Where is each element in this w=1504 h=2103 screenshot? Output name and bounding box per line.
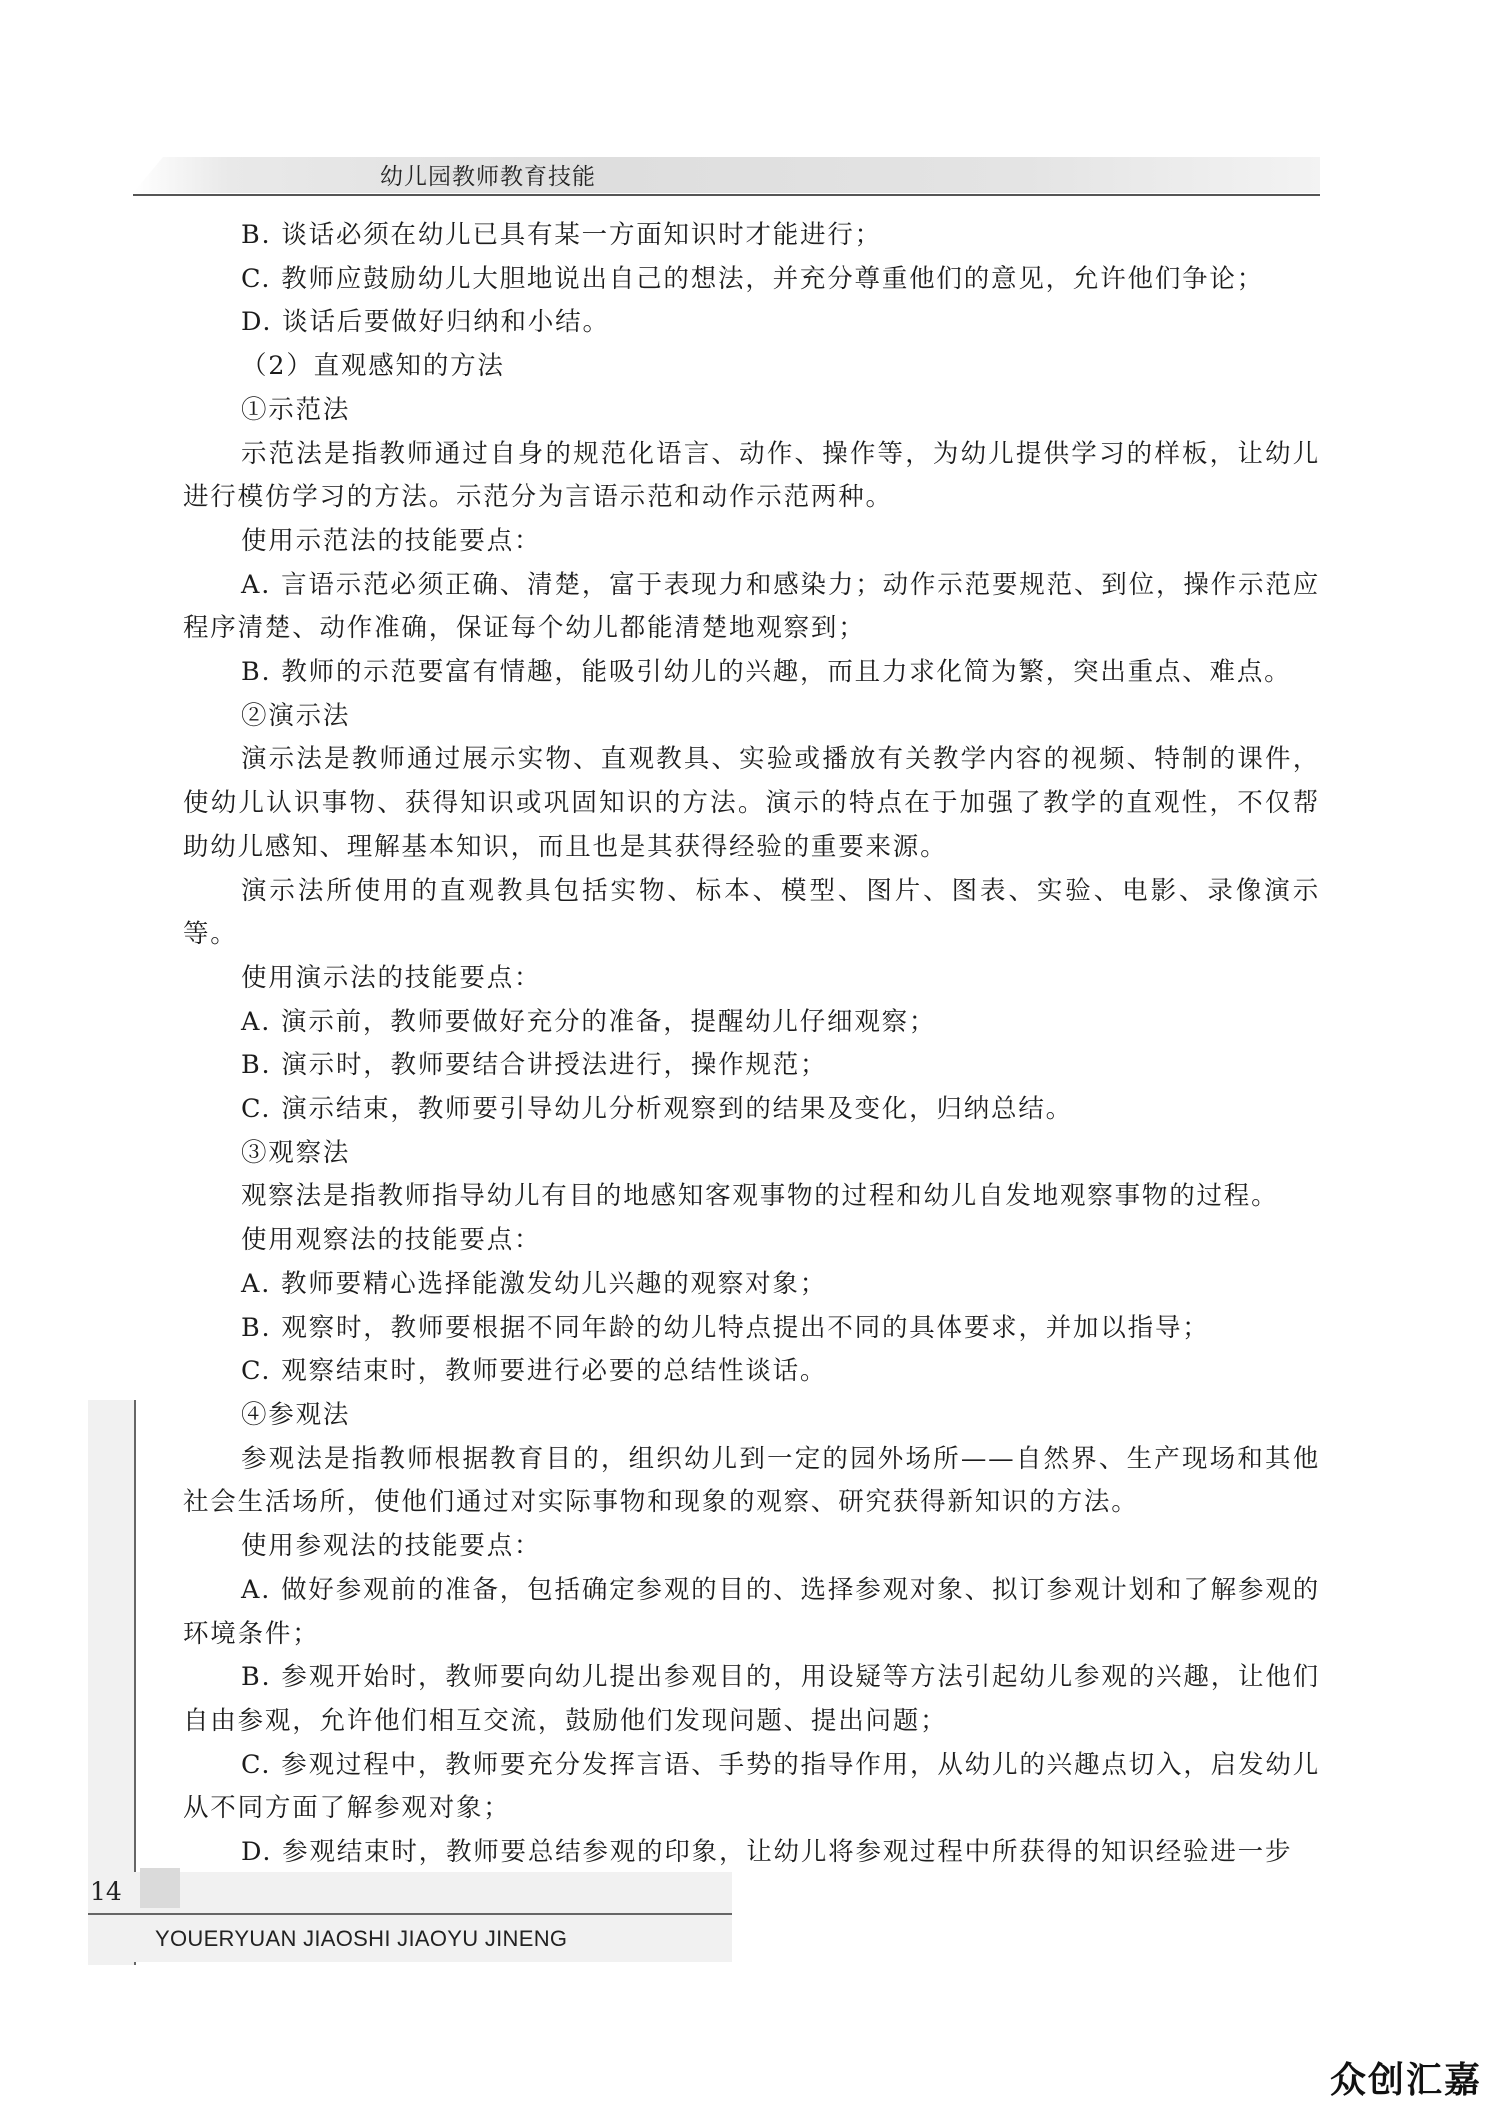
paragraph: B. 演示时，教师要结合讲授法进行，操作规范； (241, 1050, 828, 1081)
paragraph: B. 观察时，教师要根据不同年龄的幼儿特点提出不同的具体要求，并加以指导； (241, 1312, 1210, 1343)
paragraph: 使用观察法的技能要点： (241, 1225, 542, 1256)
paragraph: B. 教师的示范要富有情趣，能吸引幼儿的兴趣，而且力求化简为繁，突出重点、难点。 (241, 657, 1292, 688)
paragraph: 使用演示法的技能要点： (241, 962, 542, 993)
footer-title: YOUERYUAN JIAOSHI JIAOYU JINENG (155, 1926, 568, 1951)
paragraph: B. 谈话必须在幼儿已具有某一方面知识时才能进行； (241, 220, 882, 250)
watermark: 众创汇嘉 (1330, 2060, 1483, 2101)
paragraph: A. 言语示范必须正确、清楚，富于表现力和感染力；动作示范要规范、到位，操作示范应程序清楚、动作准确，保证每个幼儿都能清楚地观察到； (183, 569, 1320, 644)
paragraph: 参观法是指教师根据教育目的，组织幼儿到一定的园外场所——自然界、生产现场和其他社会生活场所，使他们通过对实际事物和现象的观察、研究获得新知识的方法。 (183, 1443, 1320, 1518)
running-header-title: 幼儿园教师教育技能 (380, 164, 596, 190)
body-text (183, 214, 1320, 1875)
paragraph: C. 教师应鼓励幼儿大胆地说出自己的想法，并充分尊重他们的意见，允许他们争论； (241, 263, 1265, 294)
paragraph: D. 谈话后要做好归纳和小结。 (241, 307, 610, 338)
paragraph: 示范法是指教师通过自身的规范化语言、动作、操作等，为幼儿提供学习的样板，让幼儿进行模仿学习的方法。示范分为言语示范和动作示范两种。 (183, 438, 1320, 513)
paragraph: C. 观察结束时，教师要进行必要的总结性谈话。 (241, 1356, 828, 1387)
header-band (133, 157, 1320, 193)
section-heading: （2）直观感知的方法 (241, 351, 505, 382)
paragraph: 使用示范法的技能要点： (241, 525, 542, 556)
paragraph: 演示法是教师通过展示实物、直观教具、实验或播放有关教学内容的视频、特制的课件，使幼儿认识事物、获得知识或巩固知识的方法。演示的特点在于加强了教学的直观性，不仅帮助幼儿感知、理解基本知识，而且也是其获得经验的重要来源。 (183, 744, 1320, 862)
paragraph: C. 演示结束，教师要引导幼儿分析观察到的结果及变化，归纳总结。 (241, 1094, 1073, 1125)
page-number-box (140, 1868, 180, 1908)
paragraph: 演示法所使用的直观教具包括实物、标本、模型、图片、图表、实验、电影、录像演示等。 (183, 875, 1320, 950)
paragraph: A. 演示前，教师要做好充分的准备，提醒幼儿仔细观察； (241, 1006, 937, 1037)
subsection-heading: ③观察法 (241, 1137, 351, 1168)
subsection-heading: ④参观法 (241, 1399, 351, 1430)
paragraph: D. 参观结束时，教师要总结参观的印象，让幼儿将参观过程中所获得的知识经验进一步 (241, 1837, 1293, 1868)
paragraph: B. 参观开始时，教师要向幼儿提出参观目的，用设疑等方法引起幼儿参观的兴趣，让他们自由参观，允许他们相互交流，鼓励他们发现问题、提出问题； (183, 1662, 1320, 1736)
subsection-heading: ①示范法 (241, 394, 351, 425)
footer-rule (88, 1913, 732, 1915)
paragraph: A. 做好参观前的准备，包括确定参观的目的、选择参观对象、拟订参观计划和了解参观的环境条件； (183, 1574, 1320, 1649)
subsection-heading: ②演示法 (241, 700, 351, 731)
header-rule (133, 194, 1320, 196)
page-number: 14 (90, 1877, 122, 1906)
paragraph: 使用参观法的技能要点： (241, 1531, 542, 1562)
paragraph: A. 教师要精心选择能激发幼儿兴趣的观察对象； (241, 1268, 828, 1299)
paragraph: C. 参观过程中，教师要充分发挥言语、手势的指导作用，从幼儿的兴趣点切入，启发幼儿从不同方面了解参观对象； (183, 1749, 1320, 1824)
paragraph: 观察法是指教师指导幼儿有目的地感知客观事物的过程和幼儿自发地观察事物的过程。 (241, 1181, 1279, 1212)
